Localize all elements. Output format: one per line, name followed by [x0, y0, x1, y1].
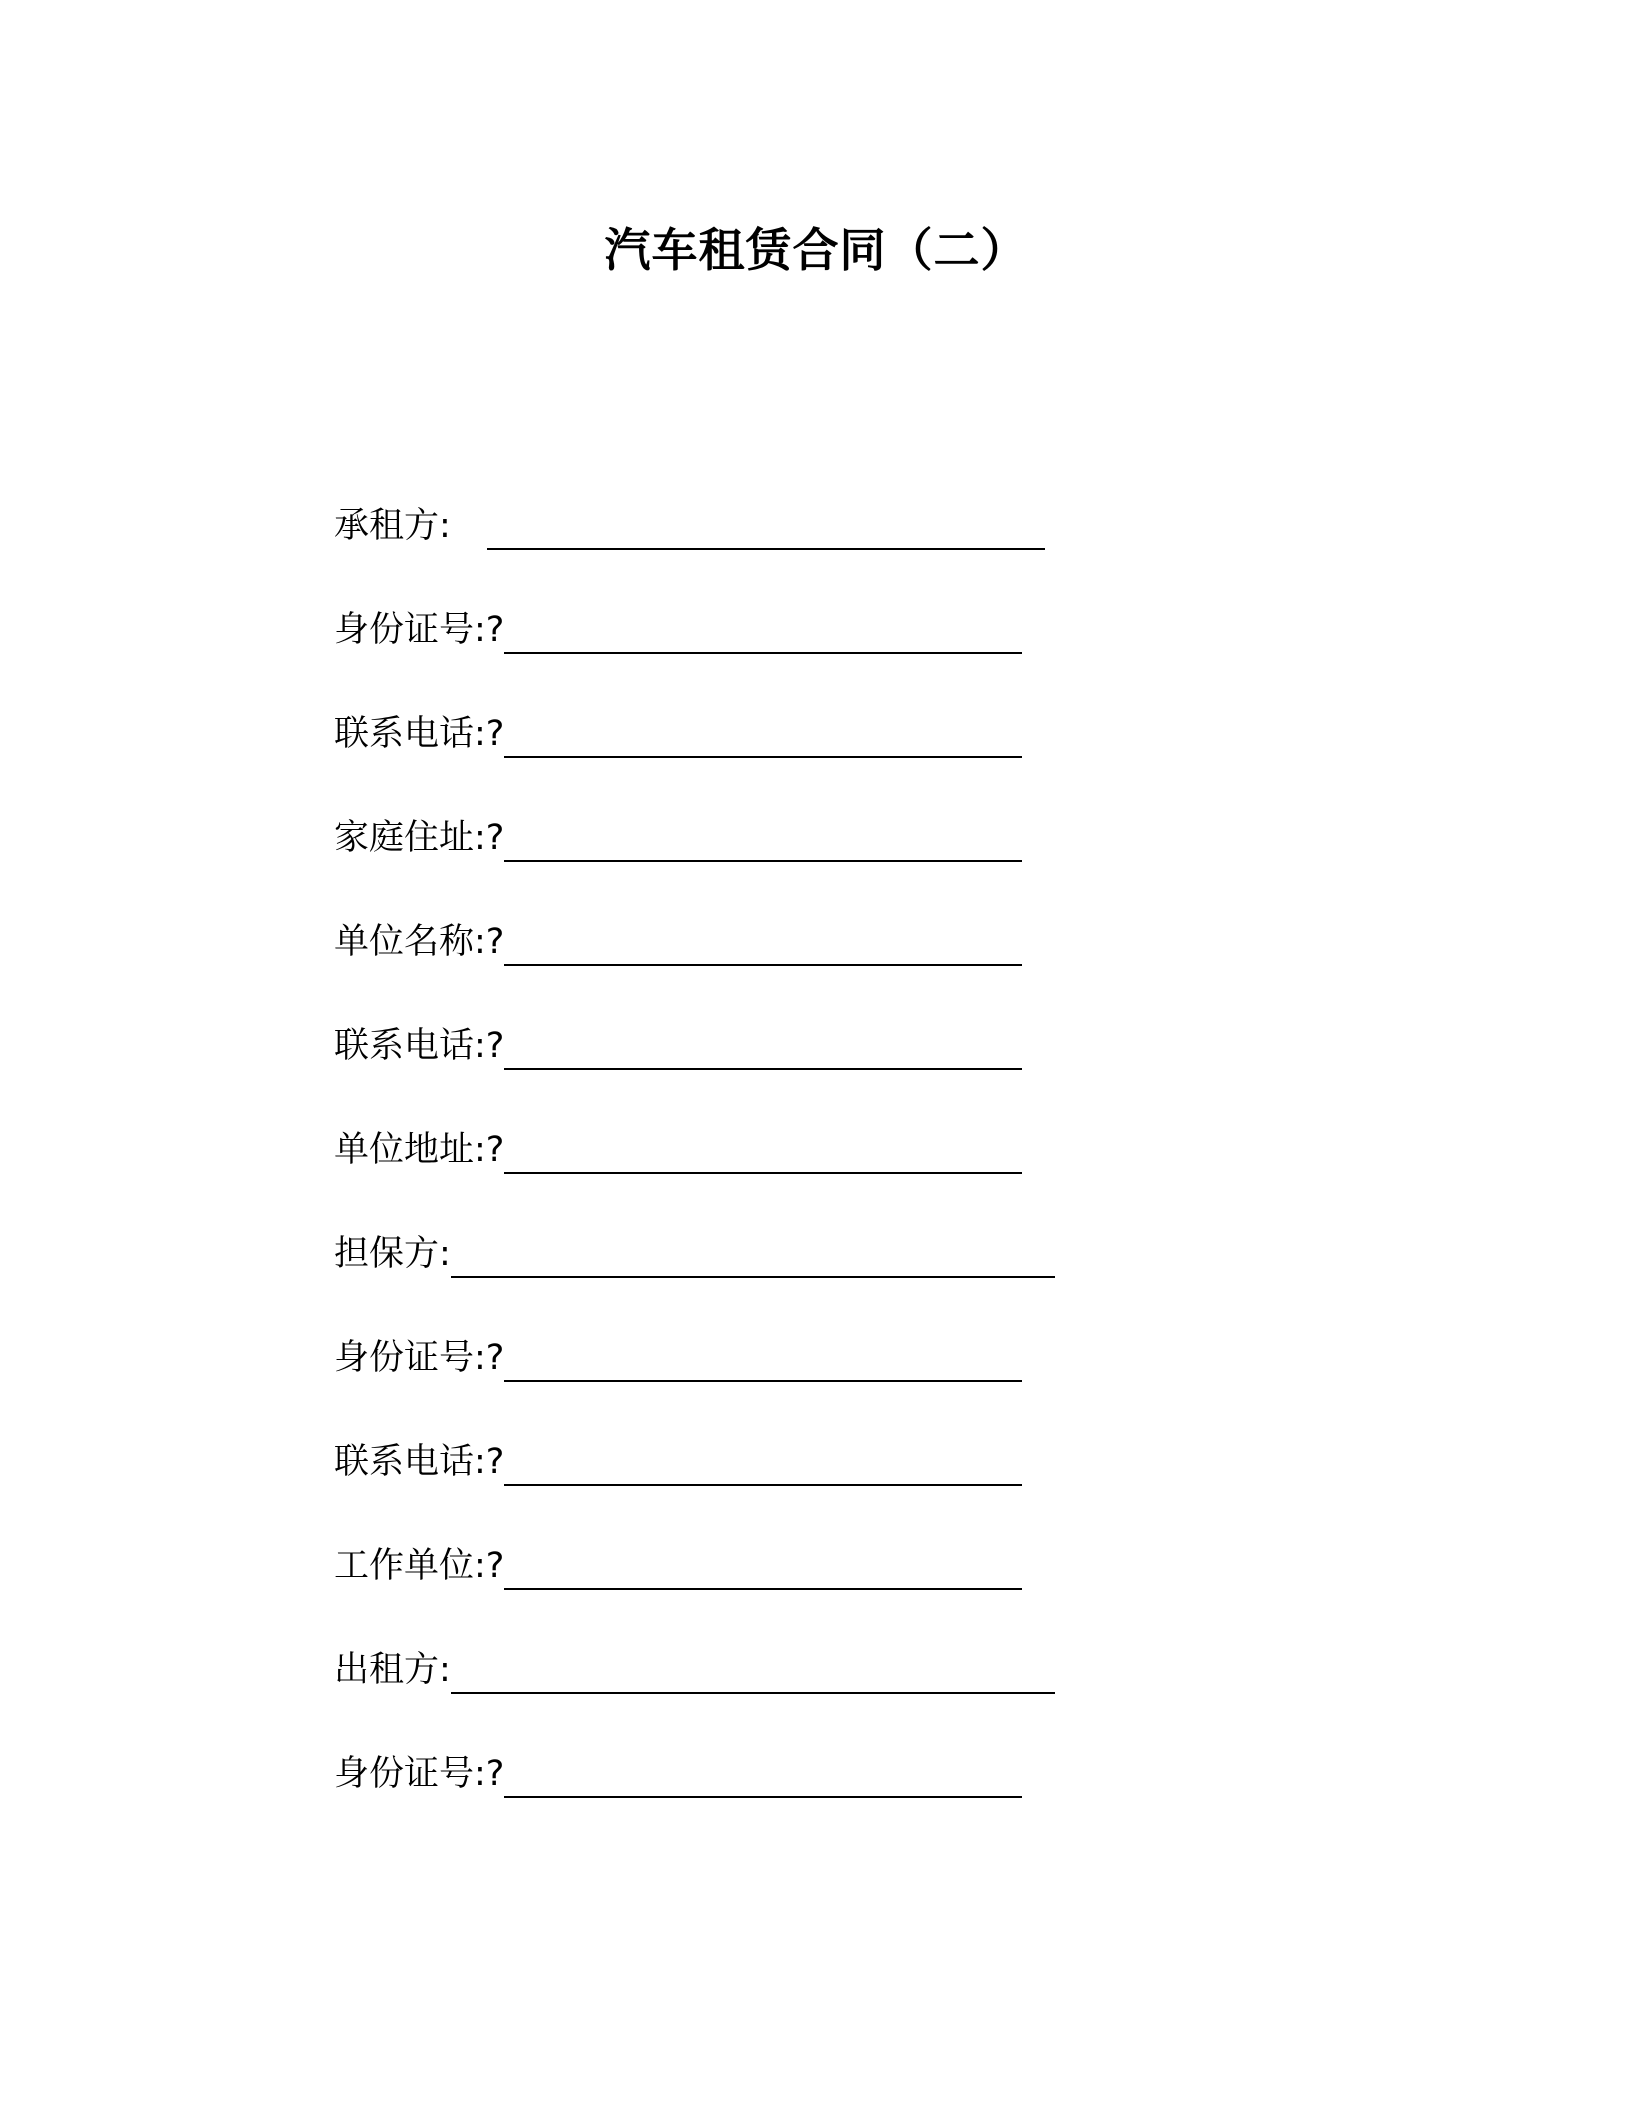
- lessee-employer-blank[interactable]: [504, 920, 1022, 966]
- party-info-fields: [334, 498, 1434, 1802]
- lessee-label: 承租方:: [334, 506, 451, 546]
- lessee-employer-address-line: [334, 1074, 1434, 1178]
- lessee-phone-blank[interactable]: [504, 712, 1022, 758]
- lessee-id-blank[interactable]: [504, 608, 1022, 654]
- lessee-employer-line: [334, 866, 1434, 970]
- lessor-id-label: 身份证号:?: [334, 1754, 505, 1794]
- guarantor-workplace-blank[interactable]: [504, 1544, 1022, 1590]
- guarantor-label: 担保方:: [334, 1234, 451, 1274]
- guarantor-phone-blank[interactable]: [504, 1440, 1022, 1486]
- guarantor-workplace-label: 工作单位:?: [334, 1546, 505, 1586]
- guarantor-id-line: [334, 1282, 1434, 1386]
- guarantor-id-label: 身份证号:?: [334, 1338, 505, 1378]
- lessee-employer-address-label: 单位地址:?: [334, 1130, 505, 1170]
- lessee-employer-phone-label: 联系电话:?: [334, 1026, 505, 1066]
- lessor-line: [334, 1594, 1434, 1698]
- guarantor-id-blank[interactable]: [504, 1336, 1022, 1382]
- lessee-phone-label: 联系电话:?: [334, 714, 505, 754]
- lessee-employer-label: 单位名称:?: [334, 922, 505, 962]
- guarantor-workplace-line: [334, 1490, 1434, 1594]
- lessee-employer-phone-line: [334, 970, 1434, 1074]
- lessee-home-address-label: 家庭住址:?: [334, 818, 505, 858]
- guarantor-phone-line: [334, 1386, 1434, 1490]
- document-title: 汽车租赁合同（二）: [604, 223, 1028, 277]
- lessee-home-address-blank[interactable]: [504, 816, 1022, 862]
- lessor-blank[interactable]: [451, 1648, 1055, 1694]
- lessee-employer-phone-blank[interactable]: [504, 1024, 1022, 1070]
- lessee-phone-line: [334, 658, 1434, 762]
- lessee-home-address-line: [334, 762, 1434, 866]
- lessee-employer-address-blank[interactable]: [504, 1128, 1022, 1174]
- lessee-line: [334, 498, 1434, 554]
- lessee-id-line: [334, 554, 1434, 658]
- lessor-id-line: [334, 1698, 1434, 1802]
- guarantor-blank[interactable]: [451, 1232, 1055, 1278]
- lessee-id-label: 身份证号:?: [334, 610, 505, 650]
- guarantor-phone-label: 联系电话:?: [334, 1442, 505, 1482]
- lessor-id-blank[interactable]: [504, 1752, 1022, 1798]
- lessor-label: 出租方:: [334, 1650, 451, 1690]
- guarantor-line: [334, 1178, 1434, 1282]
- lessee-blank[interactable]: [487, 504, 1045, 550]
